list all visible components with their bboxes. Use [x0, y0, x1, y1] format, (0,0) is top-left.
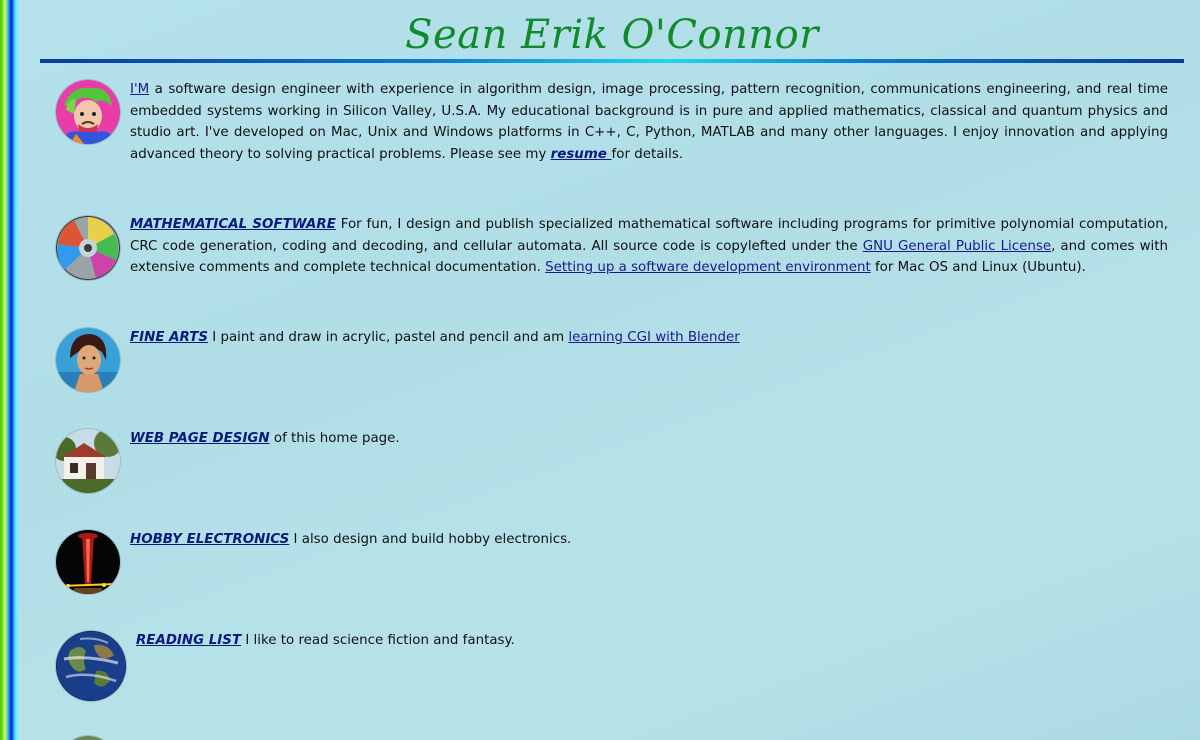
math-software-paragraph: MATHEMATICAL SOFTWARE For fun, I design and publish specialized mathematical software including programs for primitive polynomial computation, CRC code generation, coding and decoding, and cellular automata. All source code is copylefted under the GNU General Public License, and comes with extensive comments and complete technical documentation. Setting up a software development environment for Mac OS and Linux (Ubuntu). [130, 217, 1168, 276]
im-link[interactable]: I'M [130, 82, 150, 97]
hobby-electronics-link[interactable]: HOBBY ELECTRONICS [130, 532, 290, 547]
reading-list-paragraph: READING LIST I like to read science fiction and fantasy. [136, 633, 515, 648]
intro-paragraph: I'M a software design engineer with experience in algorithm design, image processing, pattern recognition, communications engineering, and real time embedded systems working in Silicon Valley, U.S.A. My educational background is in pure and applied mathematics, classical and quantum physics and studio art. I've developed on Mac, Unix and Windows platforms in C++, C, Python, MATLAB and many other languages. I enjoy innovation and applying advanced theory to solving practical problems. Please see my resume for details. [130, 82, 1168, 162]
gpl-link[interactable]: GNU General Public License [862, 238, 1052, 254]
web-page-design-link[interactable]: WEB PAGE DESIGN [130, 431, 270, 446]
page-title: Sean Erik O'Connor [405, 12, 819, 58]
house-photo-icon [56, 429, 120, 493]
fine-arts-paragraph: FINE ARTS I paint and draw in acrylic, pastel and pencil and am learning CGI with Blender [130, 330, 740, 345]
hobby-electronics-paragraph: HOBBY ELECTRONICS I also design and build hobby electronics. [130, 532, 572, 547]
mathematical-software-link[interactable]: MATHEMATICAL SOFTWARE [130, 217, 336, 232]
compact-disc-icon [56, 216, 120, 280]
title-divider [40, 59, 1184, 63]
next-section-icon [60, 736, 116, 740]
earth-globe-icon [56, 631, 126, 701]
electronics-tube-icon [56, 530, 120, 594]
rainbow-border-stripe [0, 0, 19, 740]
resume-link[interactable]: resume [550, 146, 612, 162]
portrait-painting-icon [56, 328, 120, 392]
fine-arts-link[interactable]: FINE ARTS [130, 330, 208, 345]
dev-environment-link[interactable]: Setting up a software development environment [545, 260, 871, 276]
self-portrait-icon [56, 80, 120, 144]
cgi-blender-link[interactable]: learning CGI with Blender [568, 330, 740, 345]
reading-list-link[interactable]: READING LIST [136, 633, 242, 648]
web-design-paragraph: WEB PAGE DESIGN of this home page. [130, 431, 400, 446]
